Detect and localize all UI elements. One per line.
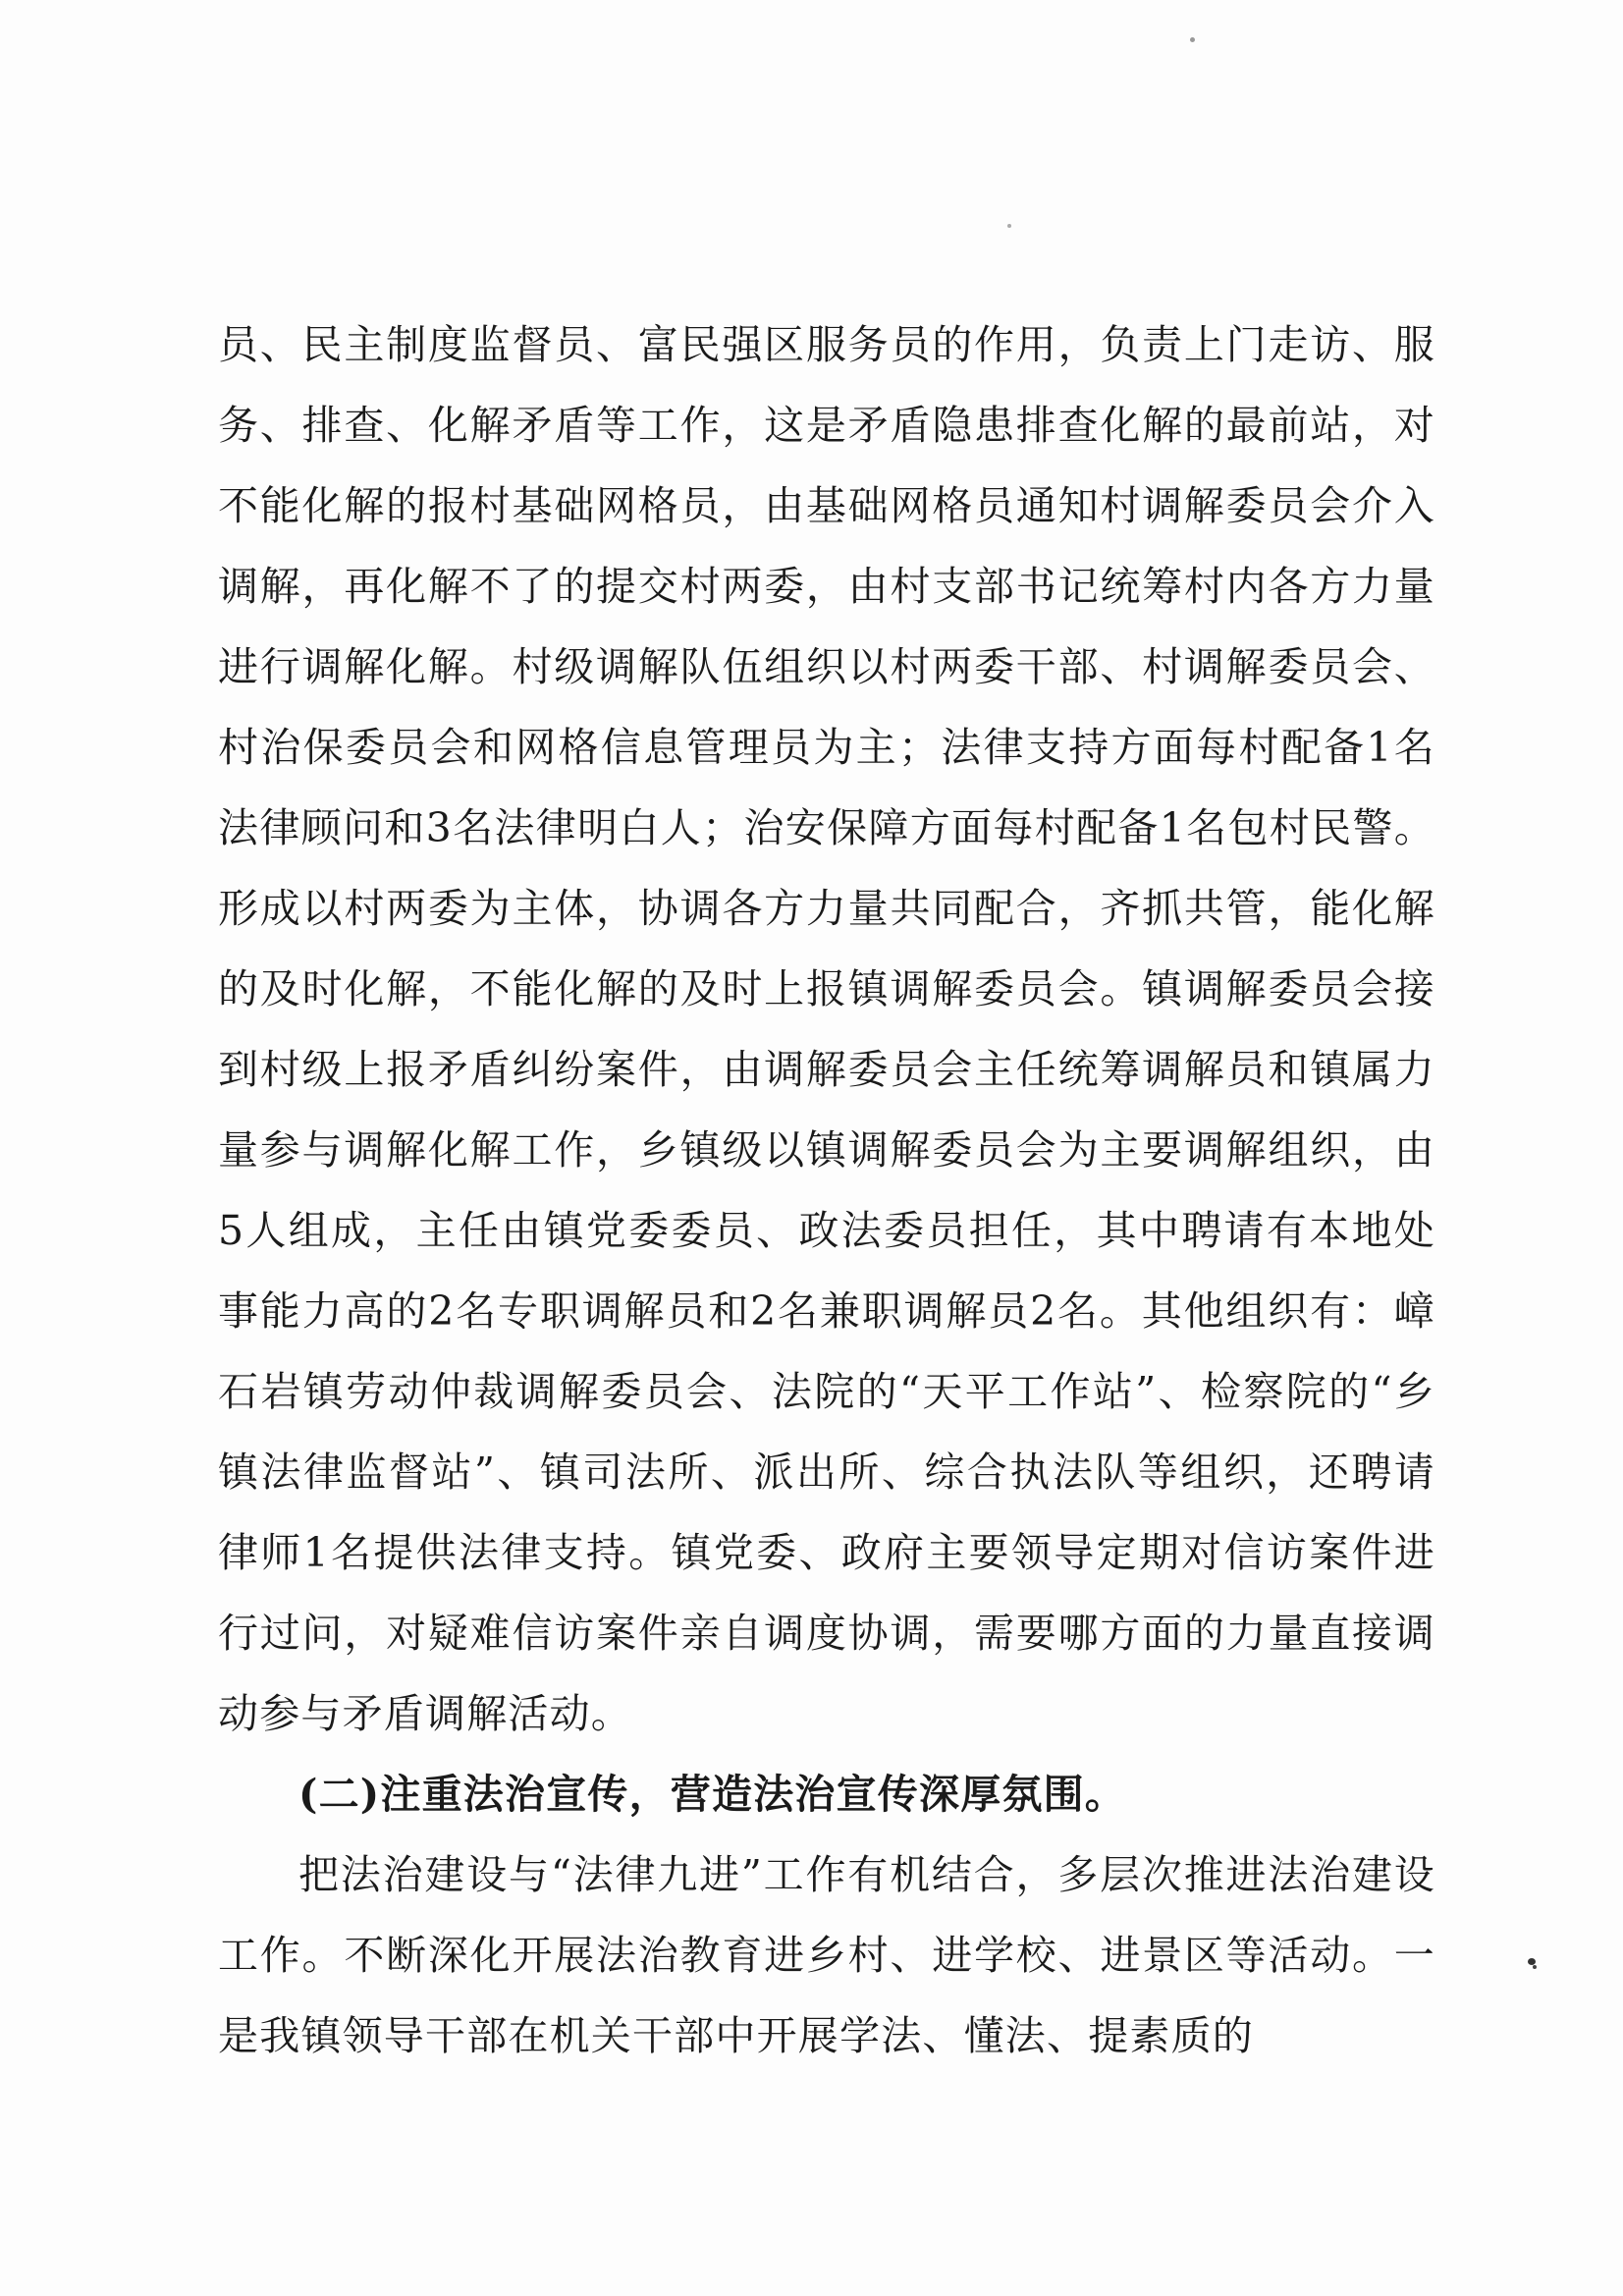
document-body [218,304,1435,2076]
paragraph-continuation: 员、民主制度监督员、富民强区服务员的作用，负责上门走访、服务、排查、化解矛盾等工作，这是矛盾隐患排查化解的最前站，对不能化解的报村基础网格员，由基础网格员通知村调解委员会介入调解，再化解不了的提交村两委，由村支部书记统筹村内各方力量进行调解化解。村级调解队伍组织以村两委干部、村调解委员会、村治保委员会和网格信息管理员为主；法律支持方面每村配备1名法律顾问和3名法律明白人；治安保障方面每村配备1名包村民警。形成以村两委为主体，协调各方力量共同配合，齐抓共管，能化解的及时化解，不能化解的及时上报镇调解委员会。镇调解委员会接到村级上报矛盾纠纷案件，由调解委员会主任统筹调解员和镇属力量参与调解化解工作，乡镇级以镇调解委员会为主要调解组织，由5人组成，主任由镇党委委员、政法委员担任，其中聘请有本地处事能力高的2名专职调解员和2名兼职调解员2名。其他组织有：嶂石岩镇劳动仲裁调解委员会、法院的“天平工作站”、检察院的“乡镇法律监督站”、镇司法所、派出所、综合执法队等组织，还聘请律师1名提供法律支持。镇党委、政府主要领导定期对信访案件进行过问，对疑难信访案件亲自调度协调，需要哪方面的力量直接调动参与矛盾调解活动。 [218,321,1435,1737]
section-heading: (二)注重法治宣传，营造法治宣传深厚氛围。 [298,1771,1126,1818]
scan-speck [1528,1958,1536,1965]
scan-speck [1190,37,1195,42]
paragraph: 把法治建设与“法律九进”工作有机结合，多层次推进法治建设工作。不断深化开展法治教育进乡村、进学校、进景区等活动。一是我镇领导干部在机关干部中开展学法、懂法、提素质的 [218,1851,1435,2059]
scan-speck [1007,224,1011,228]
scan-speck [1533,1965,1537,1969]
